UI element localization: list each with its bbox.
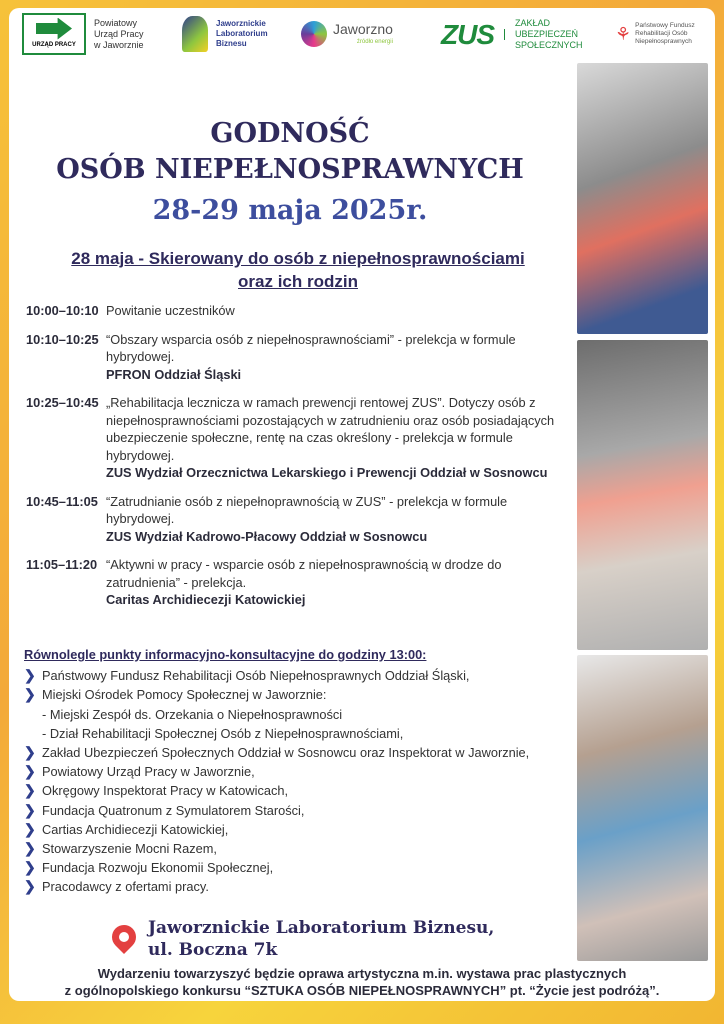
zus-name-2: UBEZPIECZEŃ <box>515 28 579 39</box>
map-pin-icon <box>107 920 141 954</box>
logo-pfron <box>615 22 695 46</box>
list-item-text: Pracodawcy z ofertami pracy. <box>42 879 209 895</box>
agenda-organizer: ZUS Wydział Orzecznictwa Lekarskiego i Prewencji Oddział w Sosnowcu <box>106 465 548 480</box>
photo-sign-language-conversation <box>577 655 708 961</box>
list-item-text: Cartias Archidiecezji Katowickiej, <box>42 821 229 837</box>
subtitle-line-1: 28 maja - Skierowany do osób z niepełnosprawnościami <box>71 249 525 268</box>
list-item <box>24 801 574 820</box>
logo-bar <box>9 8 715 60</box>
logo-pup <box>22 13 144 55</box>
list-item <box>24 858 574 877</box>
zus-mark: ZUS <box>441 29 505 40</box>
footer-line-2: z ogólnopolskiego konkursu “SZTUKA OSÓB NIEPEŁNOSPRAWNYCH” pt. “Życie jest podróżą”. <box>64 983 660 998</box>
pup-name-1: Powiatowy <box>94 17 138 28</box>
chevron-right-icon: ❯ <box>24 686 36 703</box>
agenda-item <box>26 493 576 546</box>
pup-name-3: w Jaworznie <box>94 39 144 50</box>
jlb-name-1: Jaworznickie <box>216 19 266 28</box>
footer-note <box>0 965 724 999</box>
chevron-right-icon: ❯ <box>24 801 36 818</box>
agenda-time: 10:25–10:45 <box>26 395 99 410</box>
zus-name-1: ZAKŁAD <box>515 17 551 28</box>
event-date: 28-29 maja 2025r. <box>152 195 428 226</box>
list-item-text: Fundacja Quatronum z Symulatorem Starości, <box>42 802 305 818</box>
agenda-item <box>26 394 576 482</box>
jaworzno-emblem-icon <box>301 21 327 47</box>
agenda-item <box>26 556 576 609</box>
chevron-right-icon: ❯ <box>24 820 36 837</box>
location-address: ul. Boczna 7k <box>148 940 278 960</box>
list-item <box>24 685 574 704</box>
list-subitem: - Miejski Zespół ds. Orzekania o Niepełnosprawności <box>42 706 343 722</box>
jlb-name-3: Biznesu <box>216 39 247 48</box>
title-line-1: GODNOŚĆ <box>210 118 370 149</box>
agenda-item <box>26 331 576 384</box>
list-item-text: Fundacja Rozwoju Ekonomii Społecznej, <box>42 860 274 876</box>
list-item-text: Okręgowy Inspektorat Pracy w Katowicach, <box>42 783 289 799</box>
photo-couple-selfie <box>577 63 708 334</box>
list-item-text: Zakład Ubezpieczeń Społecznych Oddział w Sosnowcu oraz Inspektorat w Jaworznie, <box>42 745 530 761</box>
list-item-text: Miejski Ośrodek Pomocy Społecznej w Jaworznie: <box>42 687 327 703</box>
agenda-time: 10:00–10:10 <box>26 303 99 318</box>
pup-name-2: Urząd Pracy <box>94 28 144 39</box>
list-item <box>24 781 574 800</box>
event-location <box>112 917 494 961</box>
logo-jaworzno <box>301 21 393 48</box>
pup-emblem <box>22 13 86 55</box>
pfron-name-3: Niepełnosprawnych <box>635 38 692 45</box>
list-item-text: Stowarzyszenie Mocni Razem, <box>42 841 217 857</box>
chevron-right-icon: ❯ <box>24 667 36 684</box>
jlb-name-2: Laboratorium <box>216 29 268 38</box>
bulb-icon <box>182 16 208 52</box>
agenda-organizer: PFRON Oddział Śląski <box>106 366 242 382</box>
agenda-time: 10:10–10:25 <box>26 331 99 347</box>
agenda-organizer: ZUS Wydział Kadrowo-Płacowy Oddział w Sosnowcu <box>106 528 428 544</box>
agenda-time: 11:05–11:20 <box>26 557 98 572</box>
day-subtitle <box>18 247 578 293</box>
list-item <box>24 666 574 685</box>
footer-line-1: Wydarzeniu towarzyszyć będzie oprawa artystyczna m.in. wystawa prac plastycznych <box>97 966 627 981</box>
chevron-right-icon: ❯ <box>24 763 36 780</box>
agenda <box>26 302 576 620</box>
arrow-icon <box>36 18 72 40</box>
agenda-text: “Zatrudnianie osób z niepełnoprawnością w ZUS” - prelekcja w formule hybrydowej. <box>106 493 508 526</box>
agenda-text: “Obszary wsparcia osób z niepełnosprawnościami” - prelekcja w formule hybrydowej. <box>106 331 516 364</box>
photo-woman-wheelchair <box>577 340 708 650</box>
agenda-organizer: Caritas Archidiecezji Katowickiej <box>106 592 306 607</box>
list-item <box>24 877 574 896</box>
chevron-right-icon: ❯ <box>24 878 36 895</box>
list-item <box>24 762 574 781</box>
info-points <box>24 645 574 897</box>
pfron-name-2: Rehabilitacji Osób <box>635 30 688 37</box>
logo-jlb <box>182 16 268 52</box>
pfron-name-1: Państwowy Fundusz <box>635 22 695 29</box>
list-item <box>24 839 574 858</box>
list-item-text: Powiatowy Urząd Pracy w Jaworznie, <box>42 764 255 780</box>
logo-zus <box>441 18 583 51</box>
chevron-right-icon: ❯ <box>24 782 36 799</box>
pup-badge: URZĄD PRACY <box>32 41 76 48</box>
tulip-icon: ⚘ <box>615 24 632 44</box>
zus-name-3: SPOŁECZNYCH <box>515 39 583 50</box>
chevron-right-icon: ❯ <box>24 744 36 761</box>
info-heading: Równolegle punkty informacyjno-konsultacyjne do godziny 13:00: <box>24 647 427 662</box>
list-item-text: Państwowy Fundusz Rehabilitacji Osób Niepełnosprawnych Oddział Śląski, <box>42 668 470 684</box>
title-line-2: OSÓB NIEPEŁNOSPRAWNYCH <box>56 154 524 185</box>
list-subitem: - Dział Rehabilitacji Społecznej Osób z Niepełnosprawnościami, <box>42 725 404 741</box>
subtitle-line-2: oraz ich rodzin <box>238 272 358 291</box>
chevron-right-icon: ❯ <box>24 840 36 857</box>
jaworzno-tagline: źródło energii <box>356 38 393 45</box>
list-item <box>24 743 574 762</box>
list-item <box>24 820 574 839</box>
agenda-item <box>26 302 576 320</box>
location-venue: Jaworznickie Laboratorium Biznesu, <box>148 918 495 938</box>
jaworzno-name: Jaworzno <box>333 20 393 37</box>
agenda-text: “Aktywni w pracy - wsparcie osób z niepełnosprawnością w drodze do zatrudnienia” - prelekcja. <box>106 557 502 590</box>
agenda-text: „Rehabilitacja lecznicza w ramach prewencji rentowej ZUS”. Dotyczy osób z niepełnosprawnościami pozostających w zatrudnieniu oraz osób posiadających ubezpieczenie społeczne, rentę na czas określony - prelekcja w formule hybrydowej. <box>106 395 555 463</box>
agenda-text: Powitanie uczestników <box>106 303 235 318</box>
chevron-right-icon: ❯ <box>24 859 36 876</box>
agenda-time: 10:45–11:05 <box>26 493 98 509</box>
